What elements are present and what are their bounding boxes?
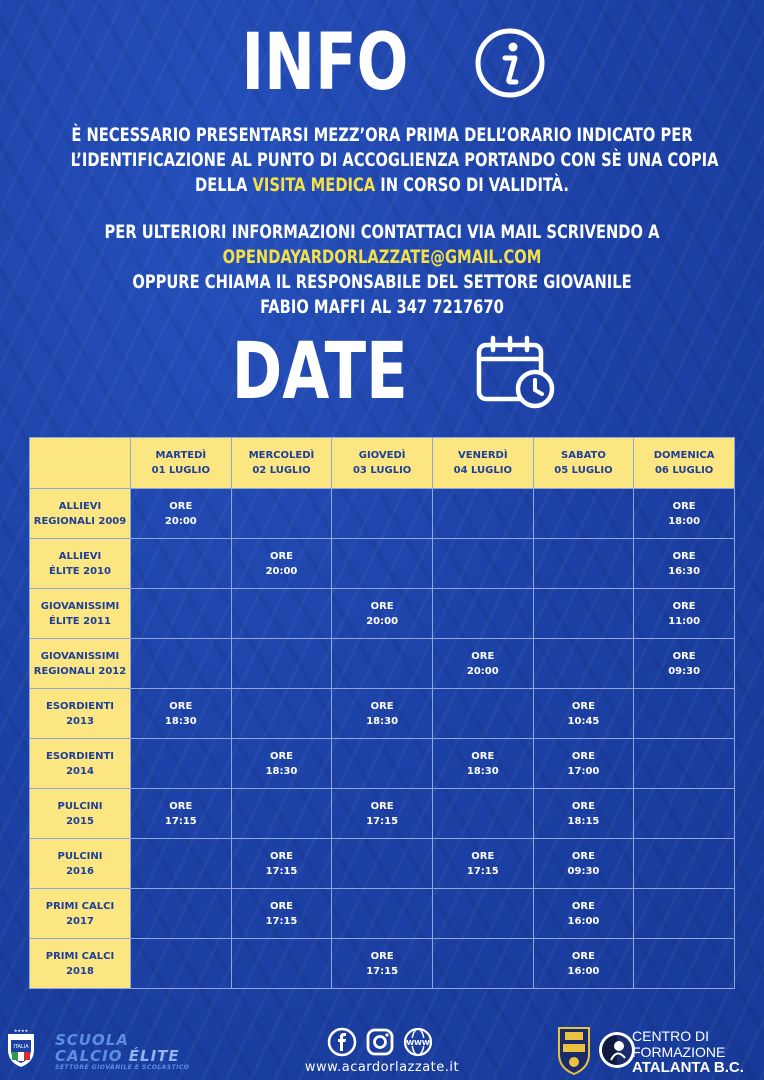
schedule-cell: [432, 939, 533, 989]
contact-email-link[interactable]: OPENDAYARDORLAZZATE@GMAIL.COM: [222, 246, 542, 268]
schedule-cell: ORE 18:15: [533, 789, 634, 839]
session-time: 18:30: [265, 765, 298, 777]
info-icon: [474, 27, 546, 99]
session-time: 09:30: [668, 665, 701, 677]
schedule-cell: [332, 489, 433, 539]
table-row: [30, 489, 735, 539]
session-time: 17:15: [466, 865, 499, 877]
session-time: 20:00: [366, 615, 399, 627]
table-row: [30, 539, 735, 589]
session-time: 16:30: [668, 565, 701, 577]
table-row: [30, 589, 735, 639]
schedule-cell: [634, 789, 735, 839]
schedule-cell: [533, 639, 634, 689]
team-label: ESORDIENTI 2013: [30, 689, 131, 739]
schedule-cell: ORE 16:00: [533, 939, 634, 989]
instagram-icon[interactable]: [365, 1027, 395, 1057]
schedule-cell: [332, 539, 433, 589]
team-label: ALLIEVI ÉLITE 2010: [30, 539, 131, 589]
www-icon[interactable]: [403, 1027, 433, 1057]
schedule-cell: [634, 689, 735, 739]
table-row: [30, 789, 735, 839]
website-link[interactable]: www.acardorlazzate.it: [304, 1060, 460, 1075]
session-time: 17:15: [265, 865, 298, 877]
session-time: 18:30: [366, 715, 399, 727]
schedule-cell: [231, 789, 332, 839]
date-title: DATE: [232, 327, 408, 417]
info-title: INFO: [241, 18, 409, 108]
schedule-cell: ORE 09:30: [634, 639, 735, 689]
schedule-cell: [231, 639, 332, 689]
team-label: PRIMI CALCI 2017: [30, 889, 131, 939]
figc-label: ITALIA: [13, 1044, 29, 1050]
ardor-lazzate-crest: [556, 1024, 592, 1076]
schedule-cell: [231, 589, 332, 639]
session-time: 17:15: [366, 815, 399, 827]
schedule-cell: [432, 489, 533, 539]
schedule-cell: ORE 17:15: [432, 839, 533, 889]
info-p2-line3: OPPURE CHIAMA IL RESPONSABILE DEL SETTORE GIOVANILE: [132, 271, 632, 293]
schedule-cell: ORE 20:00: [131, 489, 232, 539]
info-paragraph-contact: [20, 220, 744, 320]
schedule-cell: [131, 889, 232, 939]
team-label: PULCINI 2015: [30, 789, 131, 839]
schedule-cell: [131, 589, 232, 639]
info-p2-line1: PER ULTERIORI INFORMAZIONI CONTATTACI VIA MAIL SCRIVENDO A: [104, 221, 660, 243]
schedule-header-row: [30, 438, 735, 489]
team-label: GIOVANISSIMI ÉLITE 2011: [30, 589, 131, 639]
schedule-cell: ORE 18:30: [131, 689, 232, 739]
schedule-cell: ORE 17:15: [332, 939, 433, 989]
date-heading: [0, 327, 764, 417]
schedule-cell: ORE 10:45: [533, 689, 634, 739]
calendar-clock-icon: [475, 335, 557, 409]
team-label: PULCINI 2016: [30, 839, 131, 889]
info-p1-line3: DELLA VISITA MEDICA IN CORSO DI VALIDITÀ.: [195, 174, 569, 196]
schedule-cell: [332, 639, 433, 689]
schedule-cell: ORE 16:30: [634, 539, 735, 589]
schedule-cell: [533, 489, 634, 539]
schedule-cell: ORE 16:00: [533, 889, 634, 939]
schedule-cell: [131, 639, 232, 689]
info-heading: [0, 18, 764, 108]
session-time: 17:15: [265, 915, 298, 927]
schedule-table: [29, 437, 735, 989]
day-header-3: VENERDÌ 04 LUGLIO: [432, 438, 533, 489]
scuola-calcio-elite-logo: SCUOLA CALCIO ÉLITE SETTORE GIOVANILE E SCOLASTICO: [55, 1031, 190, 1071]
schedule-cell: ORE 20:00: [231, 539, 332, 589]
centro-formazione-atalanta: CENTRO DI FORMAZIONE ATALANTA B.C.: [632, 1028, 744, 1076]
schedule-cell: [634, 939, 735, 989]
day-header-1: MERCOLEDÌ 02 LUGLIO: [231, 438, 332, 489]
schedule-cell: ORE 20:00: [432, 639, 533, 689]
session-time: 18:00: [668, 515, 701, 527]
team-label: GIOVANISSIMI REGIONALI 2012: [30, 639, 131, 689]
schedule-cell: ORE 09:30: [533, 839, 634, 889]
session-time: 11:00: [668, 615, 701, 627]
schedule-cell: ORE 17:15: [231, 889, 332, 939]
schedule-cell: [432, 889, 533, 939]
session-time: 20:00: [164, 515, 197, 527]
schedule-cell: [131, 939, 232, 989]
team-label: ALLIEVI REGIONALI 2009: [30, 489, 131, 539]
day-header-5: DOMENICA 06 LUGLIO: [634, 438, 735, 489]
schedule-cell: [634, 839, 735, 889]
schedule-cell: ORE 18:30: [432, 739, 533, 789]
day-header-4: SABATO 05 LUGLIO: [533, 438, 634, 489]
table-row: [30, 639, 735, 689]
schedule-cell: [231, 689, 332, 739]
svg-text:★★★★: ★★★★: [13, 1028, 29, 1033]
schedule-cell: [332, 839, 433, 889]
schedule-cell: ORE 18:00: [634, 489, 735, 539]
session-time: 16:00: [567, 965, 600, 977]
session-time: 18:30: [466, 765, 499, 777]
schedule-corner-cell: [30, 438, 131, 489]
schedule-cell: ORE 11:00: [634, 589, 735, 639]
table-row: [30, 939, 735, 989]
figc-shield-logo: [6, 1028, 36, 1068]
schedule-cell: ORE 20:00: [332, 589, 433, 639]
schedule-cell: [432, 539, 533, 589]
info-p1-line1: È NECESSARIO PRESENTARSI MEZZ’ORA PRIMA DELL’ORARIO INDICATO PER: [71, 124, 693, 146]
visita-medica-highlight: VISITA MEDICA: [252, 174, 376, 196]
session-time: 17:15: [164, 815, 197, 827]
session-time: 20:00: [265, 565, 298, 577]
team-label: ESORDIENTI 2014: [30, 739, 131, 789]
schedule-cell: [533, 539, 634, 589]
session-time: 10:45: [567, 715, 600, 727]
schedule-cell: ORE 17:15: [332, 789, 433, 839]
info-paragraph-visit: [20, 123, 744, 198]
schedule-cell: [231, 939, 332, 989]
session-time: 20:00: [466, 665, 499, 677]
schedule-cell: [131, 839, 232, 889]
session-time: 18:15: [567, 815, 600, 827]
schedule-cell: [332, 889, 433, 939]
table-row: [30, 839, 735, 889]
team-label: PRIMI CALCI 2018: [30, 939, 131, 989]
schedule-cell: [131, 539, 232, 589]
schedule-cell: ORE 17:15: [131, 789, 232, 839]
schedule-cell: ORE 18:30: [231, 739, 332, 789]
info-p1-line2: L’IDENTIFICAZIONE AL PUNTO DI ACCOGLIENZA PORTANDO CON SÈ UNA COPIA: [70, 149, 719, 171]
footer: [0, 1020, 764, 1080]
table-row: [30, 739, 735, 789]
session-time: 18:30: [164, 715, 197, 727]
schedule-cell: [332, 739, 433, 789]
session-time: 16:00: [567, 915, 600, 927]
svg-text:WWW: WWW: [406, 1039, 430, 1047]
schedule-cell: [231, 489, 332, 539]
table-row: [30, 689, 735, 739]
schedule-cell: ORE 17:00: [533, 739, 634, 789]
schedule-cell: [432, 789, 533, 839]
session-time: 17:15: [366, 965, 399, 977]
schedule-cell: [634, 889, 735, 939]
session-time: 17:00: [567, 765, 600, 777]
day-header-2: GIOVEDÌ 03 LUGLIO: [332, 438, 433, 489]
schedule-cell: [432, 689, 533, 739]
table-row: [30, 889, 735, 939]
session-time: 09:30: [567, 865, 600, 877]
day-header-0: MARTEDÌ 01 LUGLIO: [131, 438, 232, 489]
schedule-cell: [634, 739, 735, 789]
schedule-cell: [533, 589, 634, 639]
schedule-cell: ORE 18:30: [332, 689, 433, 739]
social-icons: [327, 1027, 433, 1057]
schedule-cell: [131, 739, 232, 789]
schedule-cell: ORE 17:15: [231, 839, 332, 889]
facebook-icon[interactable]: [327, 1027, 357, 1057]
info-p2-line4: FABIO MAFFI AL 347 7217670: [260, 296, 504, 318]
schedule-cell: [432, 589, 533, 639]
atalanta-crest: [597, 1026, 637, 1074]
